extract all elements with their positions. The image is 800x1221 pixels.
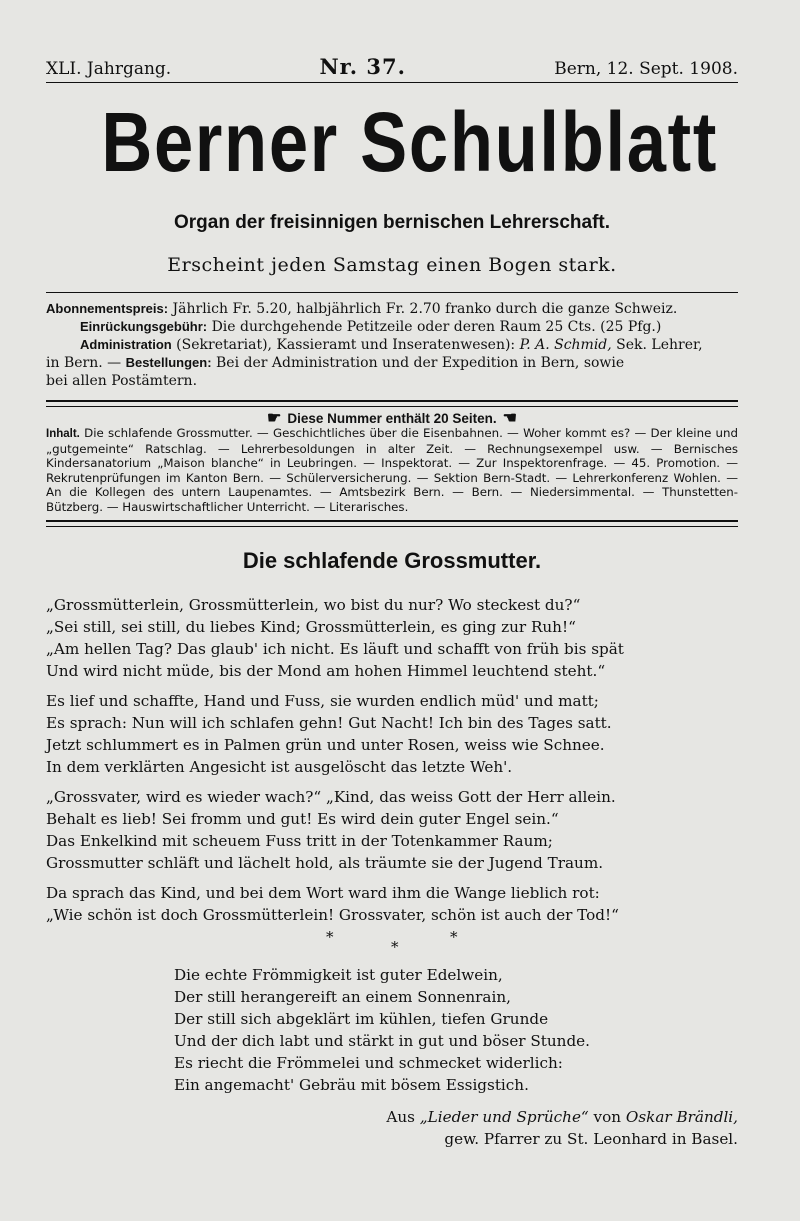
place-date: Bern, 12. Sept. 1908. xyxy=(554,59,738,79)
poem-line: Das Enkelkind mit scheuem Fuss tritt in der Totenkammer Raum; xyxy=(46,832,553,850)
poem-line: Jetzt schlummert es in Palmen grün und unter Rosen, weiss wie Schnee. xyxy=(46,736,605,754)
poem-source xyxy=(46,1106,738,1150)
poem-line: „Wie schön ist doch Grossmütterlein! Grossvater, schön ist auch der Tod!“ xyxy=(46,906,619,924)
poem-line: Behalt es lieb! Sei fromm und gut! Es wird dein guter Engel sein.“ xyxy=(46,810,559,828)
inhalt-bottom-rule xyxy=(46,520,738,527)
inhalt-label: Inhalt. xyxy=(46,428,80,440)
issue-pages-note xyxy=(46,408,738,428)
abo-bestell-2: bei allen Postämtern. xyxy=(46,373,198,389)
jahrgang: XLI. Jahrgang. xyxy=(46,59,172,79)
abo-gebuehr-text: Die durchgehende Petitzeile oder deren Raum 25 Cts. (25 Pfg.) xyxy=(207,319,662,335)
poem-line: Die echte Frömmigkeit ist guter Edelwein, xyxy=(174,966,503,984)
poem-line: Es lief und schaffte, Hand und Fuss, sie wurden endlich müd' und matt; xyxy=(46,692,599,710)
stanza xyxy=(46,882,738,926)
poem-line: Es riecht die Frömmelei und schmecket widerlich: xyxy=(174,1054,563,1072)
masthead-organ: Organ der freisinnigen bernischen Lehrerschaft. xyxy=(173,212,611,233)
abo-admin xyxy=(46,336,738,354)
abo-bestell-label: Bestellungen: xyxy=(125,355,212,370)
source-aus: Aus xyxy=(386,1108,420,1126)
article-title: Die schlafende Grossmutter. xyxy=(242,548,542,573)
abo-admin-label: Administration xyxy=(80,337,172,352)
masthead-erscheint: Erscheint jeden Samstag einen Bogen stark. xyxy=(167,254,617,276)
subscription-info xyxy=(46,300,738,390)
pointing-hand-right-icon: ☛ xyxy=(266,410,282,427)
divider-star: * xyxy=(391,938,399,956)
second-poem xyxy=(174,964,738,1096)
poem xyxy=(46,594,738,934)
stanza xyxy=(46,594,738,682)
header-line xyxy=(46,54,738,79)
poem-line: Und der dich labt und stärkt in gut und böser Stunde. xyxy=(174,1032,591,1050)
stanza xyxy=(46,690,738,778)
poem-line: Der still sich abgeklärt im kühlen, tiefen Grunde xyxy=(174,1010,549,1028)
table-of-contents xyxy=(46,426,738,515)
stanza xyxy=(46,786,738,874)
source-line-2: gew. Pfarrer zu St. Leonhard in Basel. xyxy=(444,1130,738,1148)
poem-line: Es sprach: Nun will ich schlafen gehn! Gut Nacht! Ich bin des Tages satt. xyxy=(46,714,612,732)
abo-gebuehr-label: Einrückungsgebühr: xyxy=(80,319,208,334)
poem-line: Und wird nicht müde, bis der Mond am hohen Himmel leuchtend steht.“ xyxy=(46,662,606,680)
source-von: von xyxy=(588,1108,626,1126)
inhalt-text: Die schlafende Grossmutter. — Geschichtliches über die Eisenbahnen. — Woher kommt es? — Der kleine und „gutgemeinte“ Ratschlag. — Lehrerbesoldungen in alter Zeit. — Rechnungsexempel usw. — Bernisches Kindersanatorium „Maison blanche“ in Leubringen. — Inspektorat. — Zur Inspektorenfrage. — 45. Promotion. — Rekrutenprüfungen im Kanton Bern. — Schülerversicherung. — Sektion Bern-Stadt. — Lehrerkonferenz Wohlen. — An die Kollegen des untern Laupenamtes. — Amtsbezirk Bern. — Bern. — Niedersimmental. — Thunstetten-Bützberg. — Hauswirtschaftlicher Unterricht. — Literarisches. xyxy=(46,426,738,514)
source-werk: „Lieder und Sprüche“ xyxy=(419,1108,589,1126)
source-line-1 xyxy=(46,1106,738,1128)
abo-admin-text3: in Bern. — xyxy=(46,355,126,371)
header-rule xyxy=(46,82,738,83)
abo-preis-text: Jährlich Fr. 5.20, halbjährlich Fr. 2.70 franko durch die ganze Schweiz. xyxy=(168,301,678,317)
inhalt-top-rule xyxy=(46,400,738,407)
source-autor: Oskar Brändli, xyxy=(625,1108,738,1126)
poem-line: Grossmutter schläft und lächelt hold, als träumte sie der Jugend Traum. xyxy=(46,854,604,872)
divider-star: * xyxy=(450,928,458,946)
abo-admin-text2: Sek. Lehrer, xyxy=(611,337,703,353)
poem-line: Ein angemacht' Gebräu mit bösem Essigstich. xyxy=(174,1076,529,1094)
poem-line: „Sei still, sei still, du liebes Kind; Grossmütterlein, es ging zur Ruh!“ xyxy=(46,618,576,636)
abo-admin-text: (Sekretariat), Kassieramt und Inseratenwesen): xyxy=(171,337,520,353)
poem-line: Der still herangereift an einem Sonnenrain, xyxy=(174,988,511,1006)
issue-pages-text: Diese Nummer enthält 20 Seiten. xyxy=(287,411,497,426)
abo-admin-name: P. A. Schmid, xyxy=(519,337,612,353)
poem-line: In dem verklärten Angesicht ist ausgelöscht das letzte Weh'. xyxy=(46,758,513,776)
abo-top-rule xyxy=(46,292,738,293)
poem-line: „Am hellen Tag? Das glaub' ich nicht. Es läuft und schafft von früh bis spät xyxy=(46,640,624,658)
abo-gebuehr xyxy=(46,318,738,336)
poem-line: Da sprach das Kind, und bei dem Wort ward ihm die Wange lieblich rot: xyxy=(46,884,600,902)
abo-preis xyxy=(46,300,738,318)
pointing-hand-left-icon: ☚ xyxy=(502,410,517,427)
abo-bestell xyxy=(46,354,738,372)
abo-bestell-text: Bei der Administration und der Expedition in Bern, sowie xyxy=(211,355,625,371)
section-divider-stars xyxy=(46,928,738,954)
poem-line: „Grossvater, wird es wieder wach?“ „Kind, das weiss Gott der Herr allein. xyxy=(46,788,616,806)
abo-preis-label: Abonnementspreis: xyxy=(46,301,169,316)
divider-star: * xyxy=(326,928,334,946)
poem-line: „Grossmütterlein, Grossmütterlein, wo bist du nur? Wo steckest du?“ xyxy=(46,596,581,614)
issue-number: Nr. 37. xyxy=(319,54,406,79)
masthead-title: Berner Schulblatt xyxy=(101,95,719,189)
